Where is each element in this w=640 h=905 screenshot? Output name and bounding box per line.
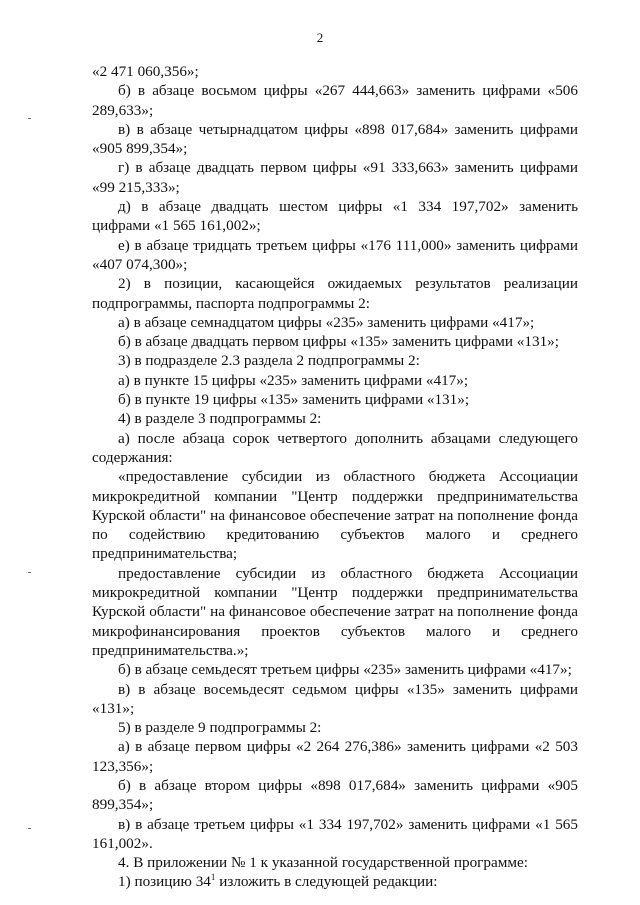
paragraph: 4. В приложении № 1 к указанной государственной программе: — [118, 854, 528, 872]
paragraph: е) в абзаце тридцать третьем цифры «176 111,000» заменить цифрами «407 074,300»; — [92, 236, 578, 273]
paragraph: а) в пункте 15 цифры «235» заменить цифрами «417»; — [118, 371, 469, 389]
final-text-after: изложить в следующей редакции: — [215, 873, 438, 891]
margin-mark — [28, 828, 31, 829]
margin-mark — [28, 118, 31, 119]
paragraph-final — [92, 872, 578, 891]
paragraph: 3) в подразделе 2.3 раздела 2 подпрограммы 2: — [118, 352, 420, 370]
paragraph: в) в абзаце третьем цифры «1 334 197,702» заменить цифрами «1 565 161,002». — [92, 815, 578, 852]
paragraph: г) в абзаце двадцать первом цифры «91 333,663» заменить цифрами «99 215,333»; — [92, 159, 578, 196]
paragraph: «предоставление субсидии из областного бюджета Ассоциации микрокредитной компании "Центр поддержки предпринимательства Курской области" на финансовое обеспечение затрат на пополнение фонда по содействию кредитованию субъектов малого и среднего предпринимательства; — [92, 468, 578, 563]
paragraph: а) после абзаца сорок четвертого дополнить абзацами следующего содержания: — [92, 429, 578, 466]
paragraph: а) в абзаце первом цифры «2 264 276,386» заменить цифрами «2 503 123,356»; — [92, 738, 578, 775]
page-number: 2 — [316, 30, 324, 45]
document-body — [92, 62, 578, 892]
paragraph: предоставление субсидии из областного бюджета Ассоциации микрокредитной компании "Центр поддержки предпринимательства Курской области" на финансовое обеспечение затрат на пополнение фонда микрофинансирования проектов субъектов малого и среднего предпринимательства.»; — [92, 564, 578, 659]
margin-mark — [28, 572, 31, 573]
paragraph: б) в абзаце восьмом цифры «267 444,663» заменить цифрами «506 289,633»; — [92, 82, 578, 119]
paragraph: б) в пункте 19 цифры «135» заменить цифрами «131»; — [118, 391, 470, 409]
paragraph: д) в абзаце двадцать шестом цифры «1 334 197,702» заменить цифрами «1 565 161,002»; — [92, 198, 578, 235]
paragraph: б) в абзаце семьдесят третьем цифры «235» заменить цифрами «417»; — [118, 661, 572, 679]
paragraph: 4) в разделе 3 подпрограммы 2: — [118, 410, 322, 428]
paragraph: в) в абзаце восемьдесят седьмом цифры «135» заменить цифрами «131»; — [92, 680, 578, 717]
paragraph: 2) в позиции, касающейся ожидаемых результатов реализации подпрограммы, паспорта подпрограммы 2: — [92, 275, 578, 312]
superscript: 1 — [210, 872, 216, 883]
final-text-before: 1) позицию 34 — [118, 873, 211, 891]
paragraph: б) в абзаце двадцать первом цифры «135» заменить цифрами «131»; — [118, 333, 559, 351]
paragraph: 5) в разделе 9 подпрограммы 2: — [118, 719, 322, 737]
paragraph: а) в абзаце семнадцатом цифры «235» заменить цифрами «417»; — [118, 313, 535, 331]
paragraph: в) в абзаце четырнадцатом цифры «898 017,684» заменить цифрами «905 899,354»; — [92, 120, 578, 158]
paragraph: «2 471 060,356»; — [92, 63, 199, 80]
paragraph: б) в абзаце втором цифры «898 017,684» заменить цифрами «905 899,354»; — [92, 776, 578, 814]
